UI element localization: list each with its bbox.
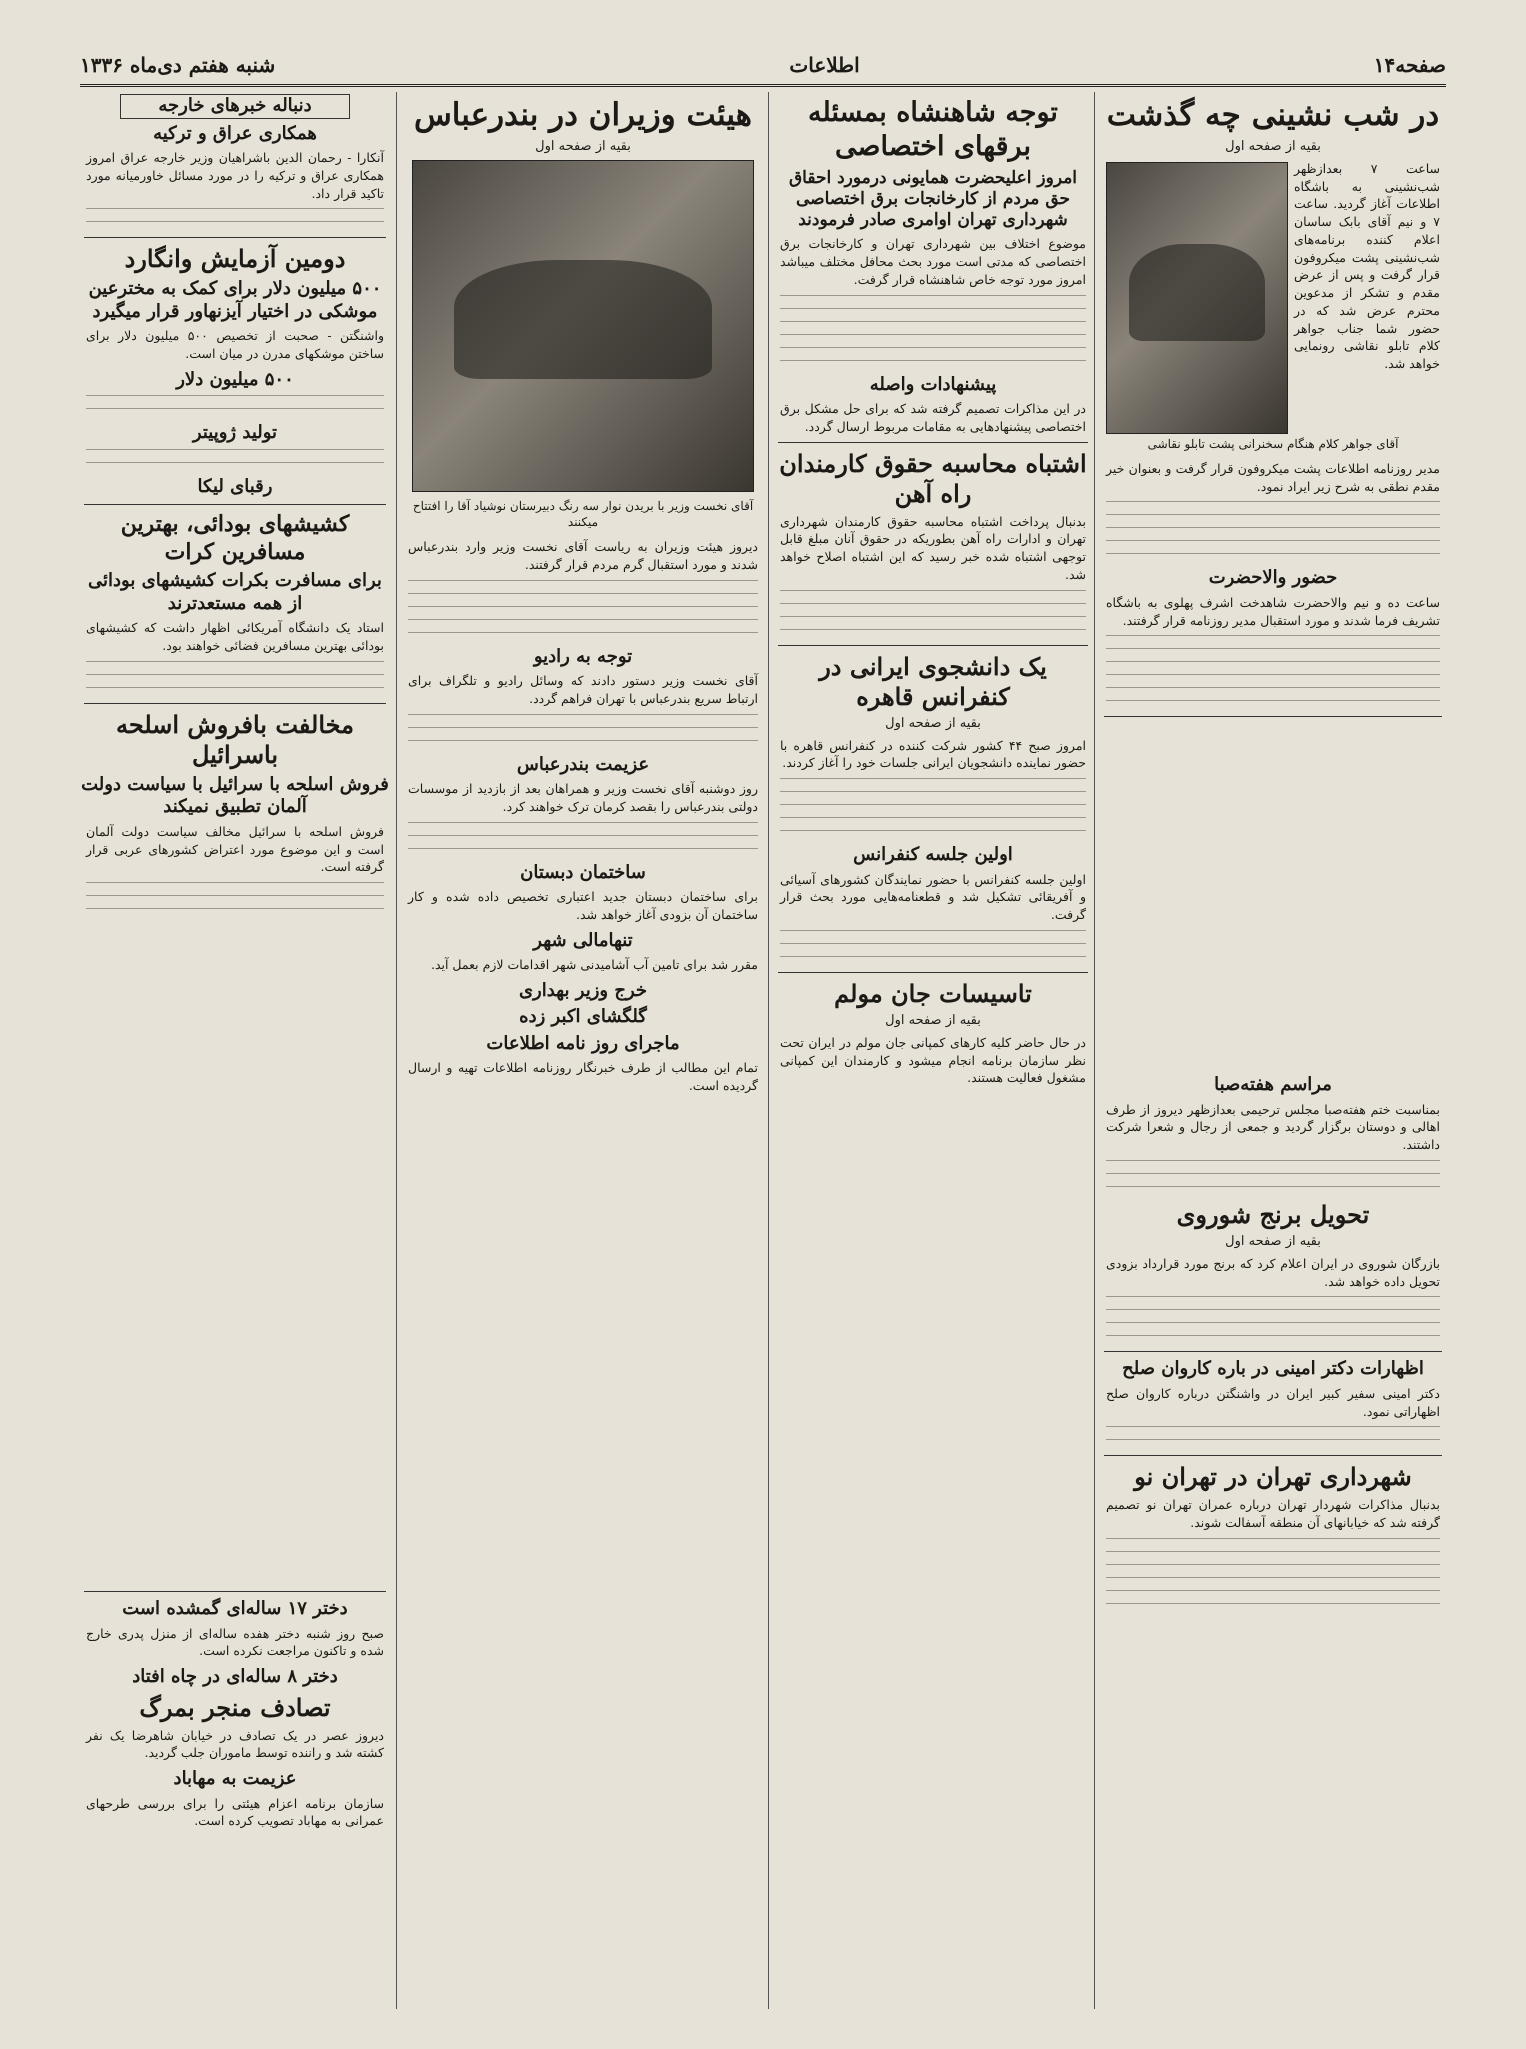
headline-arms-israel: مخالفت بافروش اسلحه باسرائیل	[115, 709, 355, 769]
article-text: آقای نخست وزیر دستور دادند که وسائل رادیو و تلگراف برای ارتباط سریع بندرعباس با تهران فراهم گردد.	[408, 673, 758, 706]
article-text: در این مذاکرات تصمیم گرفته شد که برای حل مشکل برق اختصاصی پیشنهادهایی به مقامات مربوط ارسال گردد.	[780, 401, 1086, 434]
headline-john-mowlem: تاسیسات جان مولم	[834, 978, 1032, 1008]
article-text: موضوع اختلاف بین شهرداری تهران و کارخانجات برق اختصاصی که مدتی است مورد بحث محافل مختلف میباشد امروز مورد توجه خاص شاهنشاه قرار گرفت.	[780, 236, 1086, 287]
column-divider	[396, 92, 397, 2009]
subhead: عزیمت به مهاباد	[173, 1768, 297, 1789]
headline-soviet-rice: تحویل برنج شوروی	[1176, 1199, 1370, 1229]
article-text: برای ساختمان دبستان جدید اعتباری تخصیص داده شده و کار ساختمان آن بزودی آغاز خواهد شد.	[408, 889, 758, 922]
subhead: توجه به رادیو	[533, 645, 633, 667]
article-text: واشنگتن - صحبت از تخصیص ۵۰۰ میلیون دلار برای ساختن موشکهای مدرن در میان است.	[86, 328, 384, 361]
subhead: تولید ژوپیتر	[192, 422, 278, 444]
headline-girl-well: دختر ۸ ساله‌ای در چاه افتاد	[132, 1666, 338, 1687]
headline-vanguard: دومین آزمایش وانگارد	[124, 244, 346, 274]
deck: ۵۰۰ میلیون دلار برای کمک به مخترعین موشکی در اختیار آیزنهاور قرار میگیرد	[88, 278, 382, 322]
subhead: اولین جلسه کنفرانس	[853, 844, 1013, 865]
article-text: تمام این مطالب از طرف خبرنگار روزنامه اطلاعات تهیه و ارسال گردیده است.	[408, 1060, 758, 1094]
issue-date: شنبه هفتم دی‌ماه ۱۳۳۶	[80, 53, 276, 77]
article-text: مقرر شد برای تامین آب آشامیدنی شهر اقدامات لازم بعمل آید.	[430, 957, 758, 973]
headline-evening-party: در شب نشینی چه گذشت	[1106, 97, 1440, 133]
headline-railway-salary: اشتباه محاسبه حقوق کارمندان راه آهن	[779, 448, 1087, 508]
masthead-rule	[80, 84, 1446, 87]
column-2	[774, 92, 1092, 2009]
deck: فروش اسلحه با سرائیل با سیاست دولت آلمان تطبیق نمیکند	[81, 773, 389, 818]
subhead: همکاری عراق و ترکیه	[153, 122, 317, 144]
article-text: امروز صبح ۴۴ کشور شرکت کننده در کنفرانس قاهره با حضور نماینده دانشجویان ایرانی جلسات خود را آغاز کردند.	[780, 737, 1086, 771]
subhead: ساختمان دبستان	[520, 861, 646, 883]
subhead: رقبای لیکا	[197, 475, 273, 497]
article-text: آنکارا - رحمان الدین باشراهیان وزیر خارجه عراق امروز همکاری عراق و ترکیه را در مورد مسائل خاورمیانه مورد تاکید قرار داد.	[86, 150, 384, 201]
subhead: ماجرای روز نامه اطلاعات	[486, 1032, 680, 1054]
article-text: بازرگان شوروی در ایران اعلام کرد که برنج مورد قرارداد بزودی تحویل داده خواهد شد.	[1106, 1255, 1440, 1289]
article-text: اولین جلسه کنفرانس با حضور نمایندگان کشورهای آسیائی و آفریقائی تشکیل شد و قطعنامه‌هایی مورد بحث قرار گرفت.	[780, 871, 1086, 922]
article-text: استاد یک دانشگاه آمریکائی اظهار داشت که کشیشهای بودائی بهترین مسافرین فضائی خواهند بود.	[86, 620, 384, 653]
article-text: بدنبال مذاکرات شهردار تهران درباره عمران تهران نو تصمیم گرفته شد که خیابانهای آن منطقه آسفالت شوند.	[1106, 1497, 1440, 1530]
article-text: دیروز عصر در یک تصادف در خیابان شاهرضا یک نفر کشته شد و راننده توسط ماموران جلب گردید.	[86, 1727, 384, 1761]
headline-amini-peace-caravan: اظهارات دکتر امینی در باره کاروان صلح	[1122, 1358, 1424, 1380]
column-5	[1100, 1070, 1446, 2009]
headline-electricity: توجه شاهنشاه بمسئله برقهای اختصاصی	[808, 97, 1058, 162]
headline-cabinet-bandar-abbas: هیئت وزیران در بندرعباس	[413, 97, 753, 133]
subhead: حضور والاحضرت	[1208, 567, 1338, 589]
subhead: ۵۰۰ میلیون دلار	[176, 368, 294, 390]
masthead	[80, 48, 1446, 82]
kicker: بقیه از صفحه اول	[1225, 1233, 1321, 1249]
headline-missing-girl: دختر ۱۷ ساله‌ای گمشده است	[122, 1598, 348, 1619]
article-text: دکتر امینی سفیر کبیر ایران در واشنگتن درباره کاروان صلح اظهاراتی نمود.	[1106, 1385, 1440, 1419]
headline-tehran-no: شهرداری تهران در تهران نو	[1134, 1462, 1412, 1492]
headline-buddhist-monks: کشیشهای بودائی، بهترین مسافرین کرات	[120, 511, 350, 565]
headline-fatal-accident: تصادف منجر بمرگ	[139, 1692, 331, 1722]
article-text: فروش اسلحه با سرائیل مخالف سیاست دولت آلمان است و این موضوع مورد اعتراض کشورهای عربی قرار گرفته است.	[86, 823, 384, 875]
column-3	[402, 92, 764, 2009]
article-text: ساعت ۷ بعدازظهر شب‌نشینی به باشگاه اطلاعات آغاز گردید. ساعت ۷ و نیم آقای بابک ساسان اعلام کننده برنامه‌های شب‌نشینی پشت میکروفون قرار گرفت و پس از عرض مقدم و تشکر از مدعوین محترم عرض شد که در حضور شما جناب جواهر کلام تابلو نقاشی رونمایی خواهد شد.	[1294, 160, 1440, 371]
kicker: بقیه از صفحه اول	[885, 715, 981, 731]
deck: امروز اعلیحضرت همایونی درمورد احقاق حق مردم از کارخانجات برق اختصاصی شهرداری تهران اوامری صادر فرمودند	[788, 167, 1078, 230]
column-4-lower	[80, 1585, 390, 2009]
subhead: خرج وزیر بهداری	[518, 979, 648, 1001]
photo-ribbon-cutting	[412, 160, 754, 492]
photo-speaker	[1106, 162, 1288, 434]
subhead: عزیمت بندرعباس	[516, 753, 650, 775]
article-text: در حال حاضر کلیه کارهای کمپانی جان مولم در ایران تحت نظر سازمان برنامه انجام میشود و کارمندان این کمپانی مشغول فعالیت هستند.	[780, 1034, 1086, 1086]
subhead: گلگشای اکبر زده	[519, 1006, 647, 1028]
article-text: دیروز هیئت وزیران به ریاست آقای نخست وزیر وارد بندرعباس شدند و مورد استقبال گرم مردم قرار گرفتند.	[408, 539, 758, 572]
article-text: صبح روز شنبه دختر هفده ساله‌ای از منزل پدری خارج شده و تاکنون مراجعت نکرده است.	[86, 1625, 384, 1659]
headline-student-cairo: یک دانشجوی ایرانی در کنفرانس قاهره	[819, 651, 1047, 711]
subhead: تنهامالی شهر	[533, 929, 633, 951]
kicker: بقیه از صفحه اول	[885, 1012, 981, 1028]
column-divider	[1094, 92, 1095, 2009]
article-text: بمناسبت ختم هفته‌صبا مجلس ترحیمی بعدازظهر دیروز از طرف اهالی و دوستان برگزار گردید و جمعی از رجال و شعرا شرکت داشتند.	[1106, 1101, 1440, 1152]
column-4	[80, 92, 390, 1579]
kicker: بقیه از صفحه اول	[1225, 138, 1321, 154]
article-text: روز دوشنبه آقای نخست وزیر و همراهان بعد از بازدید از موسسات دولتی بندرعباس را بقصد کرمان ترک خواهند کرد.	[408, 781, 758, 814]
section-foreign-news: دنباله خبرهای خارجه	[120, 94, 350, 119]
subhead: مراسم هفته‌صبا	[1214, 1074, 1332, 1095]
subhead: پیشنهادات واصله	[869, 373, 997, 395]
page-number: صفحه۱۴	[1373, 53, 1446, 77]
deck: برای مسافرت بکرات کشیشهای بودائی از همه مستعدترند	[88, 570, 382, 614]
article-text: ساعت ده و نیم والاحضرت شاهدخت اشرف پهلوی به باشگاه تشریف فرما شدند و مورد استقبال مدیر روزنامه قرار گرفتند.	[1106, 594, 1440, 628]
photo-caption: آقای نخست وزیر با بریدن نوار سه رنگ دبیرستان نوشیاد آقا را افتتاح میکنند	[412, 498, 754, 529]
photo-caption: آقای جواهر کلام هنگام سخنرانی پشت تابلو نقاشی	[1147, 436, 1399, 451]
article-text: سازمان برنامه اعزام هیئتی را برای بررسی طرحهای عمرانی به مهاباد تصویب کرده است.	[86, 1795, 384, 1829]
kicker: بقیه از صفحه اول	[535, 138, 631, 154]
paper-name: اطلاعات	[789, 53, 860, 77]
column-divider	[768, 92, 769, 2009]
article-text: مدیر روزنامه اطلاعات پشت میکروفون قرار گرفت و بعنوان خیر مقدم نطقی به شرح زیر ایراد نمود.	[1106, 460, 1440, 494]
article-text: بدنبال پرداخت اشتباه محاسبه حقوق کارمندان شهرداری تهران و ادارات راه آهن بطوریکه در حقوق آنان مبلغ قابل توجهی اشتباه شده خبر رسید که این اشتباه اصلاح خواهد شد.	[780, 513, 1086, 582]
